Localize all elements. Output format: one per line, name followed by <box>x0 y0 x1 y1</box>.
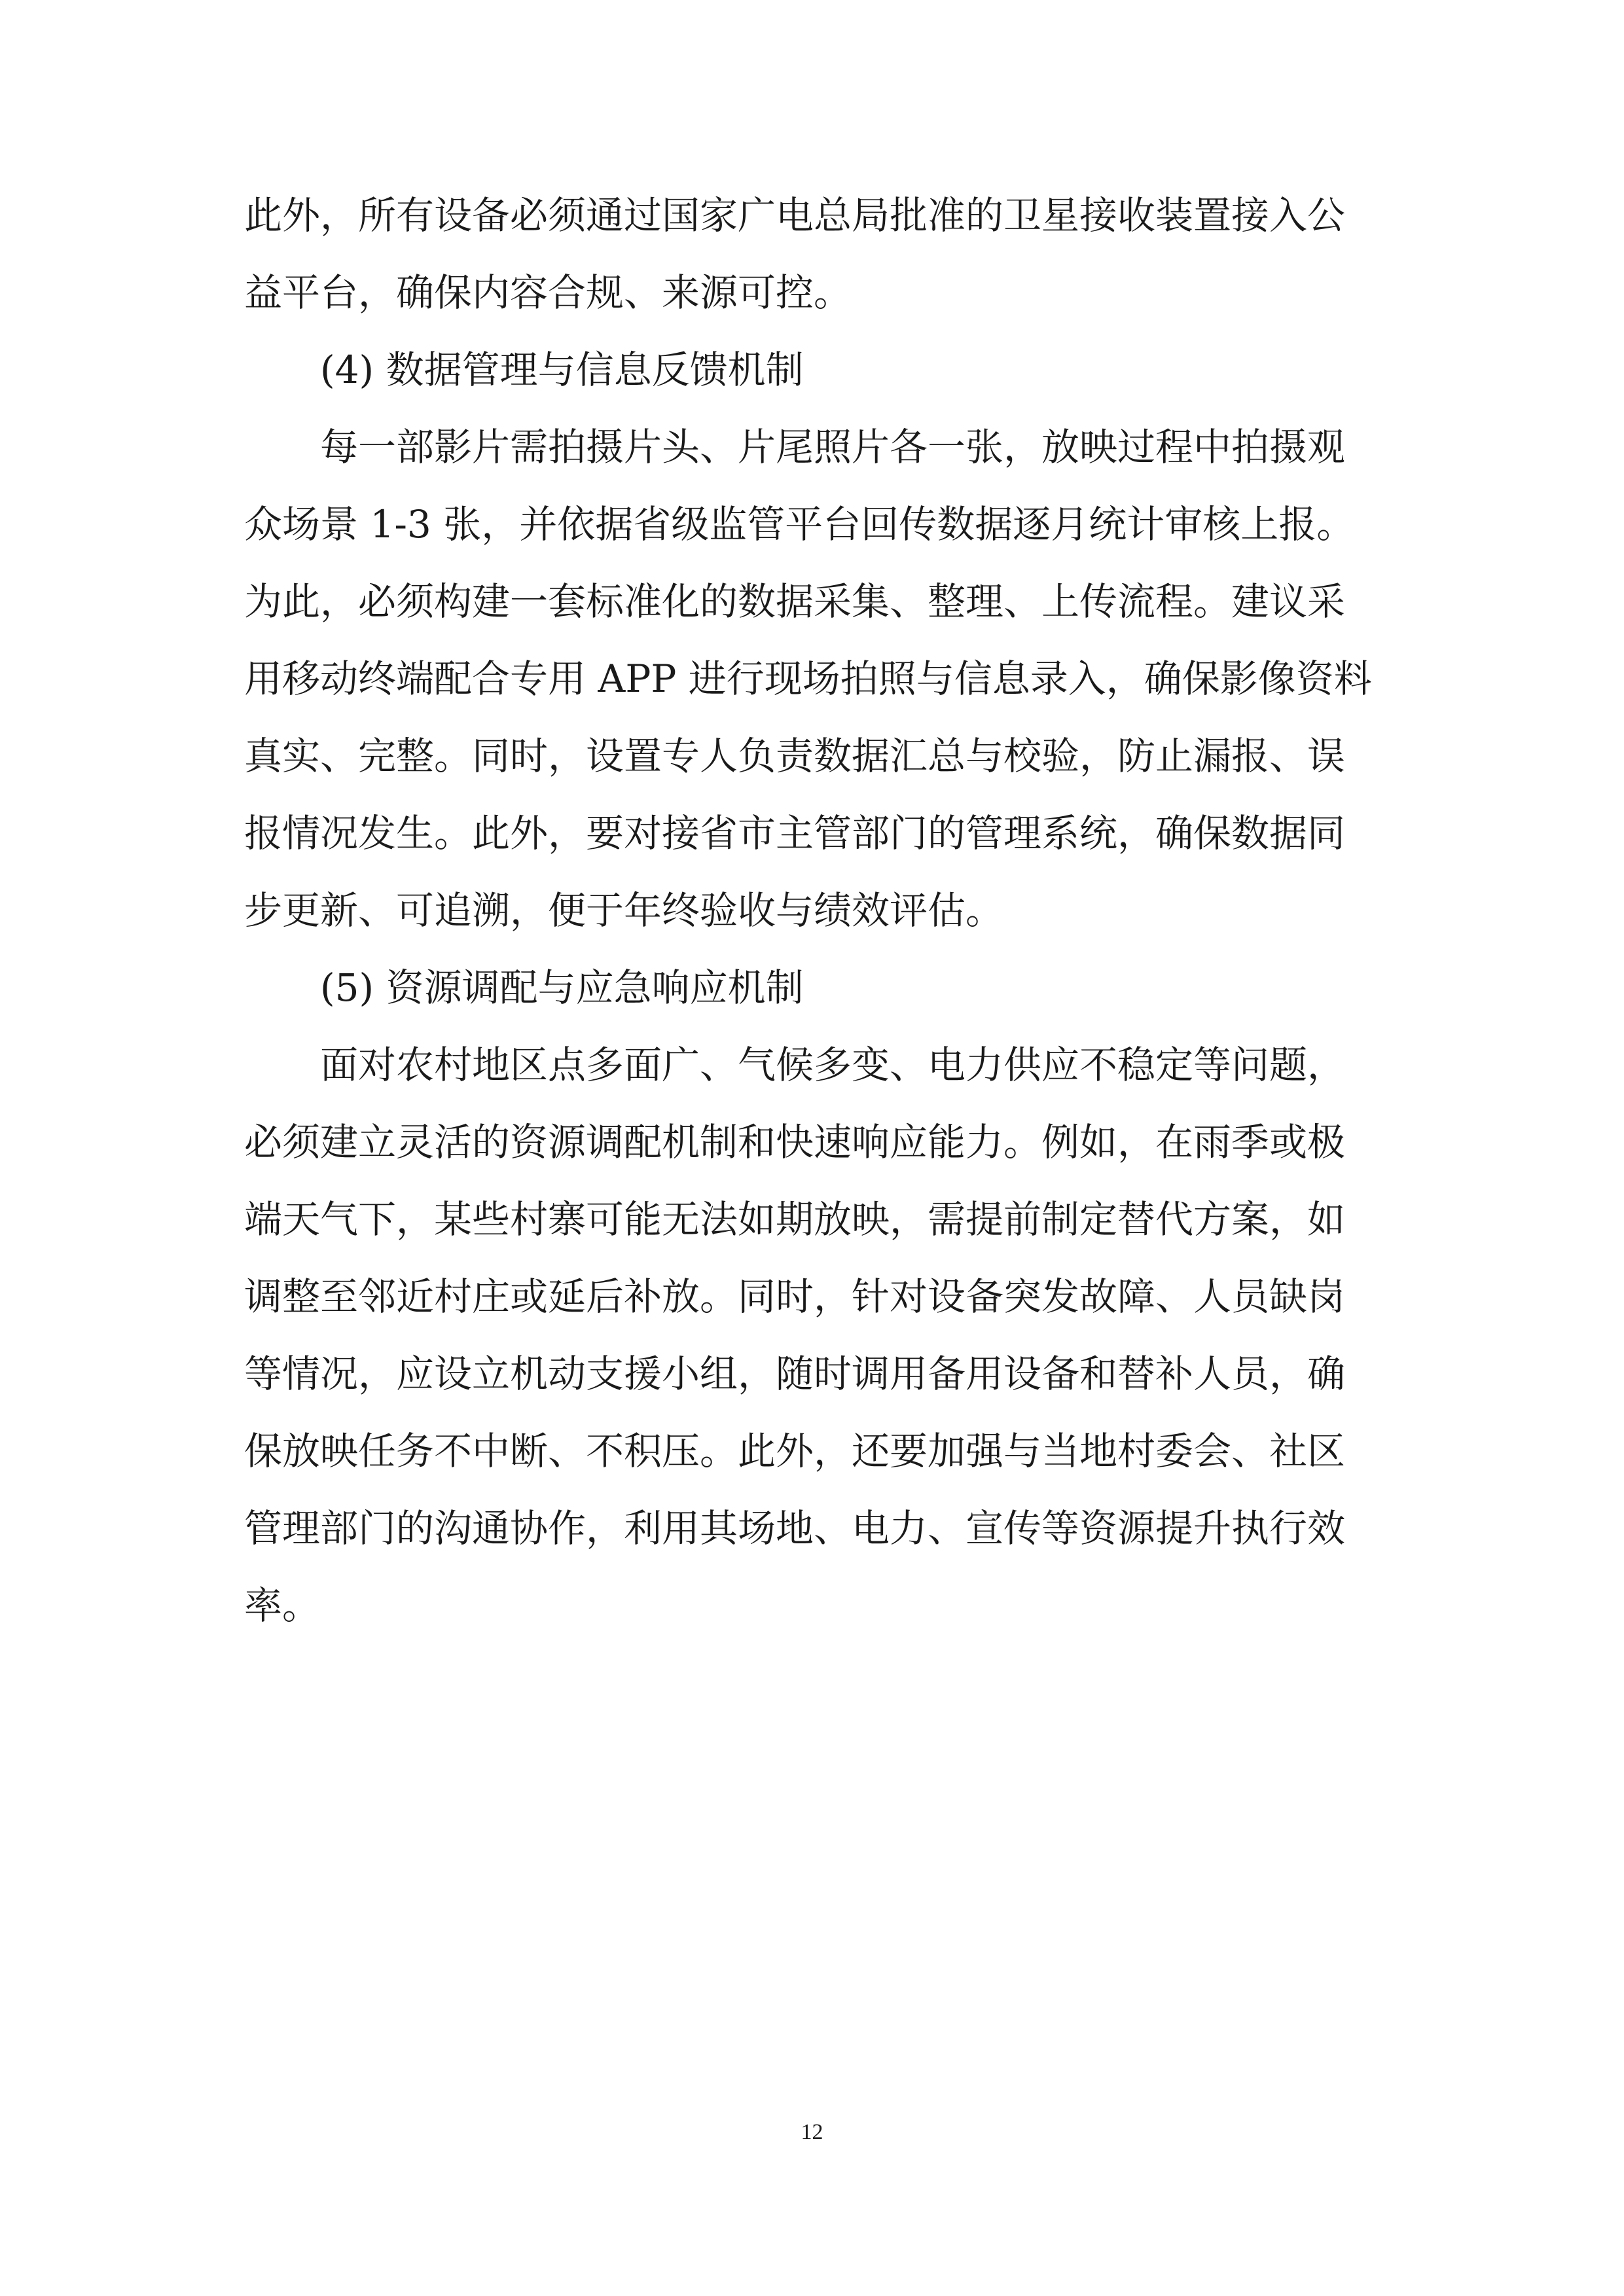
paragraph-line: 此外，所有设备必须通过国家广电总局批准的卫星接收装置接入公 <box>244 193 1346 238</box>
section-heading: (5) 资源调配与应急响应机制 <box>320 965 804 1010</box>
paragraph-line: 真实、完整。同时，设置专人负责数据汇总与校验，防止漏报、误 <box>244 734 1346 778</box>
paragraph-line: 必须建立灵活的资源调配机制和快速响应能力。例如，在雨季或极 <box>244 1120 1346 1164</box>
section-heading: (4) 数据管理与信息反馈机制 <box>320 348 804 392</box>
paragraph-line: 报情况发生。此外，要对接省市主管部门的管理系统，确保数据同 <box>244 811 1346 855</box>
paragraph-line: 步更新、可追溯，便于年终验收与绩效评估。 <box>244 888 1004 933</box>
paragraph-line: 面对农村地区点多面广、气候多变、电力供应不稳定等问题， <box>320 1043 1346 1087</box>
paragraph-line: 端天气下，某些村寨可能无法如期放映，需提前制定替代方案，如 <box>244 1197 1346 1242</box>
paragraph-line: 调整至邻近村庄或延后补放。同时，针对设备突发故障、人员缺岗 <box>244 1274 1346 1319</box>
paragraph-line: 众场景 1-3 张，并依据省级监管平台回传数据逐月统计审核上报。 <box>244 502 1355 547</box>
paragraph-line: 每一部影片需拍摄片头、片尾照片各一张，放映过程中拍摄观 <box>320 425 1346 469</box>
paragraph-line: 益平台，确保内容合规、来源可控。 <box>244 270 852 315</box>
paragraph-line: 保放映任务不中断、不积压。此外，还要加强与当地村委会、社区 <box>244 1429 1346 1473</box>
paragraph-line: 率。 <box>244 1583 321 1628</box>
paragraph-line: 管理部门的沟通协作，利用其场地、电力、宣传等资源提升执行效 <box>244 1506 1346 1551</box>
paragraph-line: 为此，必须构建一套标准化的数据采集、整理、上传流程。建议采 <box>244 579 1346 624</box>
page-number: 12 <box>801 2120 823 2144</box>
paragraph-line: 等情况，应设立机动支援小组，随时调用备用设备和替补人员，确 <box>244 1352 1346 1396</box>
document-body <box>244 177 1383 1644</box>
paragraph-line: 用移动终端配合专用 APP 进行现场拍照与信息录入，确保影像资料 <box>244 656 1372 701</box>
